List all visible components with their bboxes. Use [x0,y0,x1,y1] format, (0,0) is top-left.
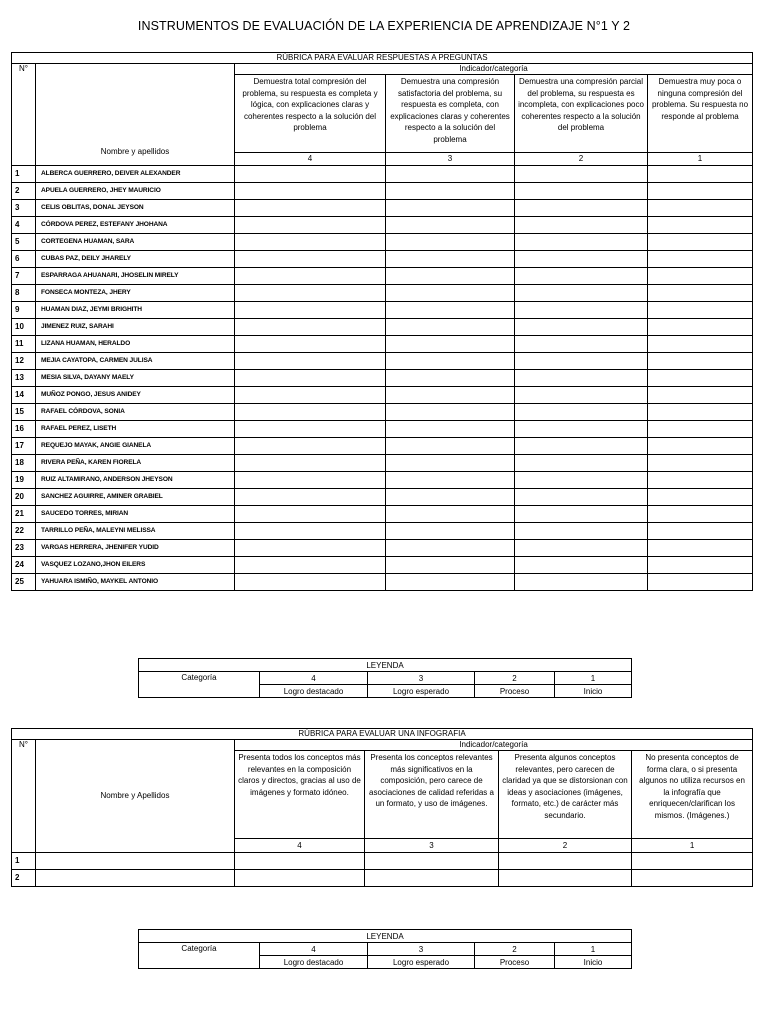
score-cell[interactable] [235,506,386,523]
student-row [12,438,753,455]
score-cell[interactable] [386,285,515,302]
row-number: 12 [12,353,36,370]
score-cell[interactable] [235,251,386,268]
score-cell[interactable] [515,166,648,183]
row-number: 14 [12,387,36,404]
criterion-2-desc: Presenta algunos conceptos relevantes, pero carecen de claridad ya que se distorsionan con ideas y asociaciones (imágenes, formato, etc.) de carácter más secundario. [499,751,632,839]
score-cell[interactable] [235,319,386,336]
legend-category-label: Categoría [139,672,260,698]
rubric-infographic-table [11,728,753,887]
student-name: TARRILLO PEÑA, MALEYNI MELISSA [36,523,235,540]
student-row [12,370,753,387]
student-row [12,336,753,353]
student-row [12,489,753,506]
score-cell[interactable] [648,540,753,557]
score-cell[interactable] [515,523,648,540]
score-cell[interactable] [235,285,386,302]
student-name: MUÑOZ PONGO, JESUS ANIDEY [36,387,235,404]
score-cell[interactable] [648,557,753,574]
score-cell[interactable] [386,438,515,455]
score-cell[interactable] [235,336,386,353]
student-name-cell[interactable] [36,870,235,887]
score-cell[interactable] [648,319,753,336]
score-cell[interactable] [235,523,386,540]
student-name: FONSECA MONTEZA, JHERY [36,285,235,302]
score-cell[interactable] [515,234,648,251]
score-cell[interactable] [235,489,386,506]
student-row [12,870,753,887]
row-number: 13 [12,370,36,387]
score-cell[interactable] [386,472,515,489]
score-cell[interactable] [648,523,753,540]
score-cell[interactable] [515,387,648,404]
row-number: 8 [12,285,36,302]
row-number: 2 [12,870,36,887]
student-name: MESIA SILVA, DAYANY MAELY [36,370,235,387]
student-name: VASQUEZ LOZANO,JHON EILERS [36,557,235,574]
score-cell[interactable] [386,540,515,557]
student-name: APUELA GUERRERO, JHEY MAURICIO [36,183,235,200]
score-cell[interactable] [386,506,515,523]
score-cell[interactable] [515,319,648,336]
criterion-2-score: 2 [499,839,632,853]
student-row [12,387,753,404]
student-name: RUIZ ALTAMIRANO, ANDERSON JHEYSON [36,472,235,489]
score-cell[interactable] [235,421,386,438]
criterion-3-desc: Demuestra una compresión satisfactoria del problema, su respuesta es completa, con explicaciones claras y coherentes respecto a la solución del problema [386,75,515,153]
student-row [12,302,753,319]
score-cell[interactable] [235,540,386,557]
student-row [12,268,753,285]
score-cell[interactable] [648,455,753,472]
student-name: JIMENEZ RUIZ, SARAHI [36,319,235,336]
score-cell[interactable] [235,574,386,591]
student-name: REQUEJO MAYAK, ANGIE GIANELA [36,438,235,455]
legend-level: Proceso [475,956,555,969]
score-cell[interactable] [235,387,386,404]
score-cell[interactable] [386,336,515,353]
student-row [12,200,753,217]
student-name: CUBAS PAZ, DEILY JHARELY [36,251,235,268]
score-cell[interactable] [235,302,386,319]
legend-score: 2 [475,672,555,685]
score-cell[interactable] [515,200,648,217]
criterion-4-desc: Presenta todos los conceptos más relevantes en la composición claros y directos, gracias al uso de imágenes y formato idóneo. [235,751,365,839]
student-name: SANCHEZ AGUIRRE, AMINER GRABIEL [36,489,235,506]
score-cell[interactable] [648,302,753,319]
rubric2-title: RÚBRICA PARA EVALUAR UNA INFOGRAFIA [12,729,753,740]
score-cell[interactable] [648,472,753,489]
score-cell[interactable] [235,472,386,489]
row-number: 9 [12,302,36,319]
score-cell[interactable] [386,217,515,234]
criterion-1-desc: Demuestra muy poca o ninguna compresión del problema. Su respuesta no responde al problema [648,75,753,153]
score-cell[interactable] [648,489,753,506]
score-cell[interactable] [632,870,753,887]
score-cell[interactable] [386,166,515,183]
score-cell[interactable] [648,404,753,421]
legend-level: Logro esperado [368,685,475,698]
row-number: 6 [12,251,36,268]
score-cell[interactable] [386,302,515,319]
student-row [12,574,753,591]
row-number: 25 [12,574,36,591]
score-cell[interactable] [515,285,648,302]
score-cell[interactable] [235,217,386,234]
score-cell[interactable] [648,268,753,285]
legend-level: Logro destacado [260,956,368,969]
score-cell[interactable] [386,557,515,574]
row-number: 24 [12,557,36,574]
student-name: CELIS OBLITAS, DONAL JEYSON [36,200,235,217]
score-cell[interactable] [235,404,386,421]
score-cell[interactable] [235,557,386,574]
score-cell[interactable] [386,404,515,421]
row-number: 15 [12,404,36,421]
score-cell[interactable] [235,438,386,455]
row-number: 1 [12,166,36,183]
criterion-4-score: 4 [235,839,365,853]
student-row [12,540,753,557]
legend-score: 4 [260,672,368,685]
score-cell[interactable] [648,421,753,438]
score-cell[interactable] [648,166,753,183]
legend-title: LEYENDA [139,659,632,672]
legend-level: Proceso [475,685,555,698]
indicator-header: Indicador/categoría [235,64,753,75]
score-cell[interactable] [648,217,753,234]
student-row [12,319,753,336]
student-row [12,166,753,183]
legend-level: Inicio [555,685,632,698]
page-title: INSTRUMENTOS DE EVALUACIÓN DE LA EXPERIENCIA DE APRENDIZAJE N°1 Y 2 [137,19,631,33]
score-cell[interactable] [386,523,515,540]
score-cell[interactable] [515,353,648,370]
student-row [12,421,753,438]
score-cell[interactable] [515,540,648,557]
score-cell[interactable] [648,387,753,404]
student-name: VARGAS HERRERA, JHENIFER YUDID [36,540,235,557]
indicator-header: Indicador/categoría [235,740,753,751]
row-number: 4 [12,217,36,234]
score-cell[interactable] [648,574,753,591]
score-cell[interactable] [648,183,753,200]
score-cell[interactable] [235,166,386,183]
criterion-1-score: 1 [648,153,753,166]
score-cell[interactable] [515,251,648,268]
score-cell[interactable] [386,489,515,506]
row-number: 1 [12,853,36,870]
score-cell[interactable] [365,853,499,870]
row-number: 7 [12,268,36,285]
criterion-4-desc: Demuestra total compresión del problema, su respuesta es completa y lógica, con explicaciones claras y coherentes respecto a la solución del problema [235,75,386,153]
row-number: 21 [12,506,36,523]
student-name-cell[interactable] [36,853,235,870]
legend-level: Logro esperado [368,956,475,969]
legend-score: 1 [555,943,632,956]
score-cell[interactable] [648,234,753,251]
legend-category-label: Categoría [139,943,260,969]
score-cell[interactable] [648,336,753,353]
score-cell[interactable] [648,285,753,302]
row-number: 22 [12,523,36,540]
student-name: RAFAEL CÓRDOVA, SONIA [36,404,235,421]
student-row [12,506,753,523]
score-cell[interactable] [386,353,515,370]
student-row [12,472,753,489]
row-number: 23 [12,540,36,557]
row-number: 2 [12,183,36,200]
student-name: ESPARRAGA AHUANARI, JHOSELIN MIRELY [36,268,235,285]
legend-table-2 [138,929,632,969]
score-cell[interactable] [235,234,386,251]
score-cell[interactable] [515,557,648,574]
legend-score: 3 [368,943,475,956]
score-cell[interactable] [235,268,386,285]
criterion-1-score: 1 [632,839,753,853]
criterion-3-score: 3 [386,153,515,166]
student-name: CORTEGENA HUAMAN, SARA [36,234,235,251]
legend-score: 1 [555,672,632,685]
score-cell[interactable] [515,455,648,472]
student-name: RAFAEL PEREZ, LISETH [36,421,235,438]
score-cell[interactable] [632,853,753,870]
score-cell[interactable] [386,455,515,472]
student-row [12,404,753,421]
score-cell[interactable] [515,302,648,319]
row-number: 10 [12,319,36,336]
score-cell[interactable] [365,870,499,887]
row-number: 18 [12,455,36,472]
score-cell[interactable] [235,200,386,217]
score-cell[interactable] [499,853,632,870]
score-cell[interactable] [515,506,648,523]
score-cell[interactable] [386,319,515,336]
score-cell[interactable] [515,472,648,489]
score-cell[interactable] [386,387,515,404]
score-cell[interactable] [515,438,648,455]
score-cell[interactable] [648,353,753,370]
score-cell[interactable] [515,183,648,200]
row-number: 20 [12,489,36,506]
score-cell[interactable] [386,251,515,268]
score-cell[interactable] [386,268,515,285]
rubric1-title: RÚBRICA PARA EVALUAR RESPUESTAS A PREGUNTAS [12,53,753,64]
student-row [12,183,753,200]
criterion-2-desc: Demuestra una compresión parcial del problema, su respuesta es incompleta, con explicaciones poco coherentes respecto a la solución del problema [515,75,648,153]
number-header: N° [12,64,36,166]
criterion-4-score: 4 [235,153,386,166]
rubric-answers-table [11,52,753,591]
row-number: 16 [12,421,36,438]
student-name: CÓRDOVA PEREZ, ESTEFANY JHOHANA [36,217,235,234]
score-cell[interactable] [648,200,753,217]
row-number: 3 [12,200,36,217]
score-cell[interactable] [235,455,386,472]
score-cell[interactable] [515,268,648,285]
student-row [12,523,753,540]
score-cell[interactable] [386,370,515,387]
score-cell[interactable] [386,421,515,438]
score-cell[interactable] [515,489,648,506]
name-header: Nombre y apellidos [36,64,235,166]
student-row [12,353,753,370]
score-cell[interactable] [515,421,648,438]
criterion-1-desc: No presenta conceptos de forma clara, o si presenta algunos no utiliza recursos en la infografía que enriquecen/clarifican los mismos. (Imágenes.) [632,751,753,839]
student-name: LIZANA HUAMAN, HERALDO [36,336,235,353]
score-cell[interactable] [499,870,632,887]
score-cell[interactable] [235,370,386,387]
row-number: 5 [12,234,36,251]
score-cell[interactable] [386,200,515,217]
criterion-2-score: 2 [515,153,648,166]
student-row [12,853,753,870]
legend-score: 3 [368,672,475,685]
score-cell[interactable] [235,183,386,200]
row-number: 17 [12,438,36,455]
legend-level: Inicio [555,956,632,969]
score-cell[interactable] [648,251,753,268]
score-cell[interactable] [515,404,648,421]
student-row [12,285,753,302]
student-row [12,234,753,251]
student-row [12,217,753,234]
legend-level: Logro destacado [260,685,368,698]
student-row [12,557,753,574]
score-cell[interactable] [386,234,515,251]
row-number: 19 [12,472,36,489]
score-cell[interactable] [515,574,648,591]
legend-title: LEYENDA [139,930,632,943]
student-name: YAHUARA ISMIÑO, MAYKEL ANTONIO [36,574,235,591]
score-cell[interactable] [386,574,515,591]
score-cell[interactable] [235,853,365,870]
criterion-3-desc: Presenta los conceptos relevantes más significativos en la composición, pero carece de asociaciones de calidad referidas a un formato, y uso de imágenes. [365,751,499,839]
student-name: MEJIA CAYATOPA, CARMEN JULISA [36,353,235,370]
score-cell[interactable] [648,506,753,523]
student-name: RIVERA PEÑA, KAREN FIORELA [36,455,235,472]
student-name: SAUCEDO TORRES, MIRIAN [36,506,235,523]
legend-score: 4 [260,943,368,956]
score-cell[interactable] [515,370,648,387]
criterion-3-score: 3 [365,839,499,853]
student-row [12,455,753,472]
legend-score: 2 [475,943,555,956]
score-cell[interactable] [515,217,648,234]
name-header: Nombre y Apellidos [36,740,235,853]
score-cell[interactable] [235,870,365,887]
score-cell[interactable] [515,336,648,353]
number-header: N° [12,740,36,853]
row-number: 11 [12,336,36,353]
student-name: ALBERCA GUERRERO, DEIVER ALEXANDER [36,166,235,183]
score-cell[interactable] [648,370,753,387]
score-cell[interactable] [235,353,386,370]
student-row [12,251,753,268]
score-cell[interactable] [648,438,753,455]
score-cell[interactable] [386,183,515,200]
student-name: HUAMAN DIAZ, JEYMI BRIGHITH [36,302,235,319]
legend-table-1 [138,658,632,698]
